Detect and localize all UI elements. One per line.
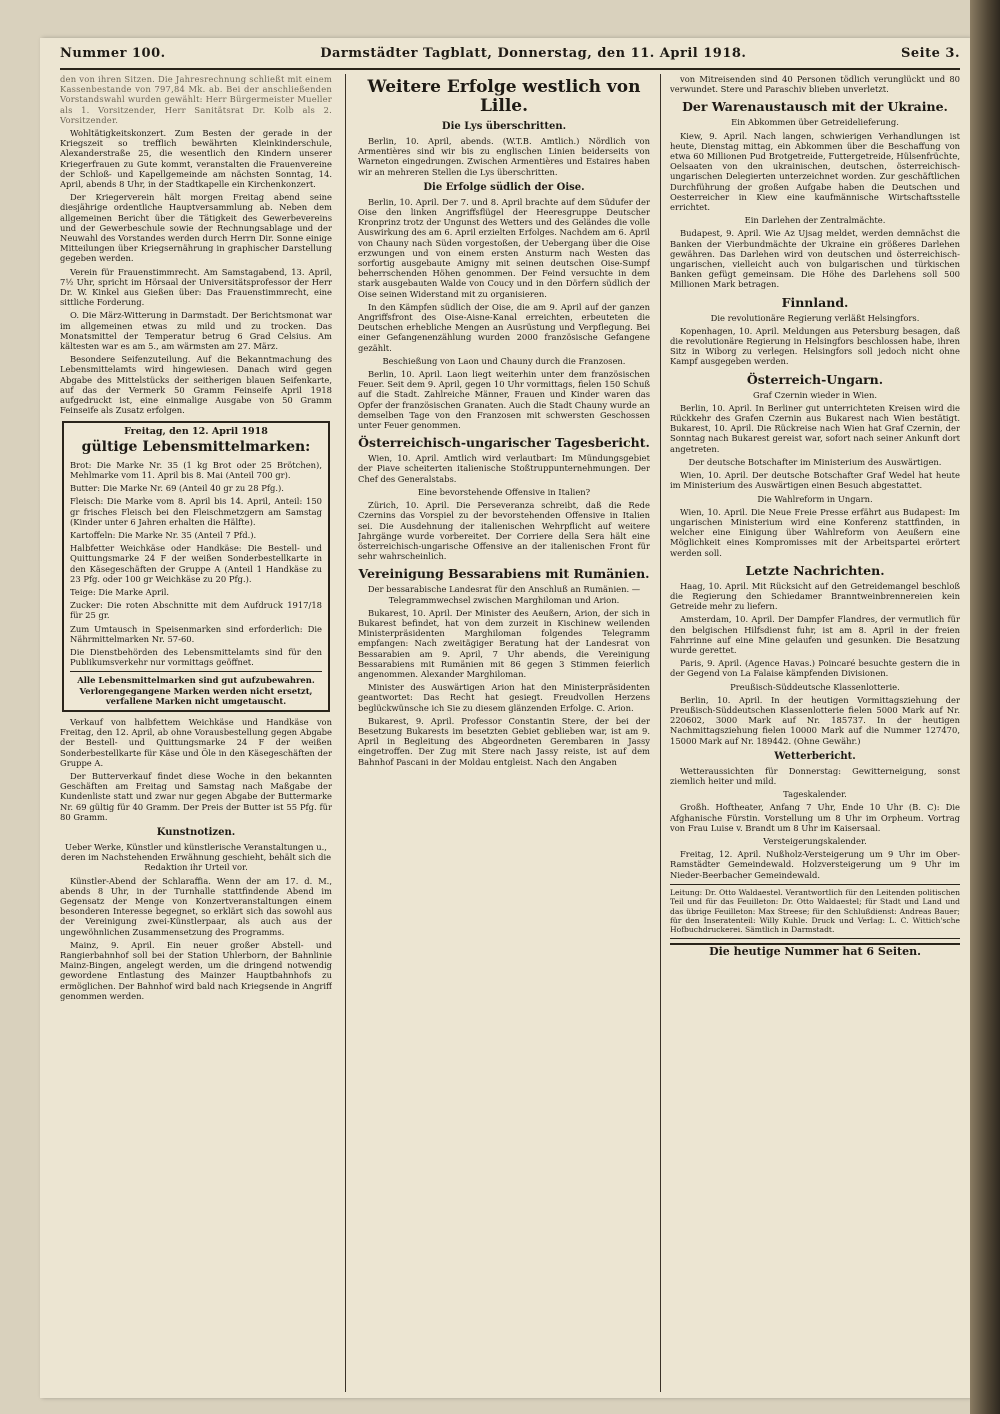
headline: Der Warenaustausch mit der Ukraine. (682, 99, 948, 115)
headline: Österreich-Ungarn. (746, 371, 884, 387)
article-text: Wien, 10. April. Die Neue Freie Presse erfährt aus Budapest: Im ungarischen Ministerium wird eine Konferenz stattfinden, in welcher eine Einigung über Wahlreform von Aeußern eine Möglichkeit eines Kompromisses mit der Arbeitspartei erörtert werden soll. (670, 506, 960, 558)
imprint: Leitung: Dr. Otto Waldaestel. Verantwortlich für den Leitenden politischen Teil und für das Feuilleton: Dr. Otto Waldaestel; für Stadt und Land und das übrige Feuilleton: Max Streese; für den Schlußdienst: Andreas Bauer; für den Inseratenteil: Willy Kuhle. Druck und Verlag: L. C. Wittich'sche Hofbuchdruckerei. Sämtlich in Darmstadt. (670, 884, 960, 939)
article-text: Budapest, 9. April. Wie Az Ujsag meldet, werden demnächst die Banken der Vierbundmächte der Ukraine ein größeres Darlehen gewähren. Das Darlehen wird von deutschen und österreichisch-ungarischen, vielleicht auch von bulgarischen und türkischen Banken gefügt gemeinsam. Die Höhe des Darlehens soll 500 Millionen Mark betragen. (670, 228, 960, 290)
article-text: Besondere Seifenzuteilung. Auf die Bekanntmachung des Lebensmittelamts wird hingewiesen. Danach wird gegen Abgabe des Mittelstücks der seitherigen blauen Seifenkarte, auf das der Vermerk 50 Gramm Feinseife April 1918 aufgedruckt ist, eine einmalige Ausgabe von 50 Gramm Feinseife als Zusatz erfolgen. (60, 354, 332, 416)
headline: Österreichisch-ungarischer Tagesbericht. (358, 435, 650, 451)
ration-item: Teige: Die Marke April. (70, 586, 170, 597)
box-note: Die Dienstbehörden des Lebensmittelamts sind für den Publikumsverkehr nur vormittags geöffnet. (70, 646, 322, 668)
article-text: Berlin, 10. April. In der heutigen Vormittagsziehung der Preußisch-Süddeutschen Klassenlotterie fielen 5000 Mark auf Nr. 220602, 3000 Mark auf Nr. 185737. In der heutigen Nachmittagsziehung fielen 10000 Mark auf die Nummer 127470, 15000 Mark auf Nr. 189442. (Ohne Gewähr.) (670, 694, 960, 746)
ration-item: Kartoffeln: Die Marke Nr. 35 (Anteil 7 Pfd.). (70, 529, 257, 540)
box-notice: Alle Lebensmittelmarken sind gut aufzubewahren. Verlorengegangene Marken werden nicht ersetzt, verfallene Marken nicht umgetauscht. (70, 671, 322, 706)
subheadline: Die revolutionäre Regierung verläßt Helsingfors. (710, 312, 920, 323)
article-text: Wien, 10. April. Der deutsche Botschafter Graf Wedel hat heute im Ministerium des Auswärtigen einen Besuch abgestattet. (670, 470, 960, 491)
column-2 (358, 74, 650, 1392)
article-text: Der Butterverkauf findet diese Woche in den bekannten Geschäften am Freitag und Samstag nach Maßgabe der Kundenliste statt und zwar nur gegen Abgabe der Buttermarke Nr. 69 gültig für 40 Gramm. Der Preis der Butter ist 55 Pfg. für 80 Gramm. (60, 770, 332, 822)
box-title: gültige Lebensmittelmarken: (81, 438, 311, 455)
article-text: Mainz, 9. April. Ein neuer großer Abstell- und Rangierbahnhof soll bei der Station Uhlerborn, der Bahnlinie Mainz-Bingen, angelegt werden, um die dringend notwendig gewordene Entlastung des Mainzer Hauptbahnhofs zu ermöglichen. Der Bahnhof wird bald nach Kriegsende in Angriff genommen werden. (60, 939, 332, 1001)
box-date: Freitag, den 12. April 1918 (124, 425, 268, 437)
article-text: Bukarest, 9. April. Professor Constantin Stere, der bei der Besetzung Bukarests im besetzten Gebiet geblieben war, ist am 9. April in Begleitung des Abgeordneten Gerembaren in Jassy eingetroffen. Der Zug mit Stere nach Jassy reiste, ist auf dem Bahnhof Pascani in der Moldau entgleist. Nach den Angaben (358, 715, 650, 767)
headline: Finnland. (781, 294, 849, 310)
subheadline: Ein Darlehen der Zentralmächte. (744, 215, 886, 226)
subheadline: Graf Czernin wieder in Wien. (752, 389, 878, 400)
section-intro: Ueber Werke, Künstler und künstlerische Veranstaltungen u., deren im Nachstehenden Erwähnung geschieht, behält sich die Redaktion ihr Urteil vor. (60, 842, 332, 873)
article-text: Berlin, 10. April. Der 7. und 8. April brachte auf dem Südufer der Oise den linken Angriffsflügel der Heeresgruppe Deutscher Kronprinz trotz der Ungunst des Wetters und des Geländes die volle Auswirkung des am 6. April erzielten Erfolges. Nachdem am 6. April von Chauny nach Süden vorgestoßen, der Uebergang über die Oise erzwungen und von einem ersten Ansturm nach Westen das sorfortig ausgebaute Amigny mit seinen deutschen Oise-Sumpf beherrschenden Höhen genommen. Der Feind versuchte in dem stark ausgebauten Walde von Coucy und in den Dörfern südlich der Oise seinen Widerstand mit zu organisieren. (358, 196, 650, 299)
article-text: Großh. Hoftheater, Anfang 7 Uhr, Ende 10 Uhr (B. C): Die Afghanische Fürstin. Vorstellung um 8 Uhr im Orpheum. Vortrag von Frau Luise v. Brandt um 8 Uhr im Kaisersaal. (670, 802, 960, 833)
ration-item: Brot: Die Marke Nr. 35 (1 kg Brot oder 25 Brötchen), Mehlmarke vom 11. April bis 8. Mai (Anteil 700 gr). (70, 459, 322, 480)
subheadline: Beschießung von Laon und Chauny durch die Franzosen. (382, 355, 626, 366)
article-text: Paris, 9. April. (Agence Havas.) Poincaré besuchte gestern die in der Gegend von La Falaise kämpfenden Divisionen. (670, 658, 960, 679)
article-text: Kiew, 9. April. Nach langen, schwierigen Verhandlungen ist heute, Dienstag mittag, ein Abkommen über die Beschaffung von etwa 60 Millionen Pud Brotgetreide, Futtergetreide, Hülsenfrüchte, Oelsaaten von den ukrainischen, deutschen, österreichisch-ungarischen Delegierten unterzeichnet worden. Zur geschäftlichen Durchführung der großen Aufgabe haben die Deutschen und Oesterreicher in Kiew eine kaufmännische Wirtschaftsstelle errichtet. (670, 130, 960, 213)
headline: Vereinigung Bessarabiens mit Rumänien. (358, 566, 650, 582)
subheadline: Der bessarabische Landesrat für den Anschluß an Rumänien. — Telegrammwechsel zwischen Marghiloman und Arion. (367, 584, 641, 605)
headline: Weitere Erfolge westlich von Lille. (367, 77, 641, 116)
article-text: Wien, 10. April. Amtlich wird verlautbart: Im Mündungsgebiet der Piave scheiterten italienische Stoßtruppunternehmungen. Der Chef des Generalstabs. (358, 453, 650, 484)
column-3 (670, 74, 960, 1392)
article-text: Kopenhagen, 10. April. Meldungen aus Petersburg besagen, daß die revolutionäre Regierung in Helsingfors beschlossen habe, ihren Sitz in Wiborg zu verlegen. Helsingfors soll jedoch nicht ohne Kampf ausgegeben werden. (670, 325, 960, 367)
article-text: Verkauf von halbfettem Weichkäse und Handkäse von Freitag, den 12. April, ab ohne Vorausbestellung gegen Abgabe der Bestell- und Quittungsmarke 24 F der weißen Sonderbestellkarte für Käse und Öle in den Käsegeschäften der Gruppe A. (60, 716, 332, 768)
article-text: Minister des Auswärtigen Arion hat den Ministerpräsidenten geantwortet: Das Recht hat gesiegt. Freudvollen Herzens beglückwünsche ich Sie zu diesem glänzenden Erfolge. C. Arion. (358, 682, 650, 713)
subheadline: Preußisch-Süddeutsche Klassenlotterie. (730, 681, 900, 692)
column-rule (660, 74, 661, 1392)
ration-item: Butter: Die Marke Nr. 69 (Anteil 40 gr zu 28 Pfg.). (70, 483, 284, 494)
article-text: Verein für Frauenstimmrecht. Am Samstagabend, 13. April, 7½ Uhr, spricht im Hörsaal der Universitätsprofessor der Herr Dr. W. Kinkel aus Gießen über: Das Frauenstimmrecht, eine sittliche Forderung. (60, 266, 332, 308)
article-text: Berlin, 10. April, abends. (W.T.B. Amtlich.) Nördlich von Armentières sind wir bis zu englischen Linien beiderseits von Warneton eingedrungen. Zwischen Armentières und Estaires haben wir an mehreren Stellen die Lys überschritten. (358, 136, 650, 177)
column-1 (60, 74, 332, 1392)
subheadline: Die Wahlreform in Ungarn. (757, 493, 873, 504)
article-text: Wohltätigkeitskonzert. Zum Besten der gerade in der Kriegszeit so trefflich bewährten Kleinkinderschule, Alexanderstraße 25, die wesentlich den Kindern unserer Kriegerfrauen zu Gute kommt, veranstalten die Frauenvereine der Schloß- und Kapellgemeinde am nächsten Sonntag, 14. April, abends 8 Uhr, in der Stadtkapelle ein Kirchenkonzert. (60, 128, 332, 190)
newspaper-page (40, 38, 970, 1398)
page-number: Seite 3. (901, 46, 960, 61)
article-text: O. Die März-Witterung in Darmstadt. Der Berichtsmonat war im allgemeinen etwas zu mild und zu trocken. Das Monatsmittel der Temperatur betrug 6 Grad Celsius. Am kältesten war es am 5., am wärmsten am 27. März. (60, 310, 332, 352)
article-text: In den Kämpfen südlich der Oise, die am 9. April auf der ganzen Angriffsfront des Oise-Aisne-Kanal erreichten, erbeuteten die Deutschen erhebliche Mengen an Ausrüstung und Verpflegung. Bei einer Gefangenenzählung wurden 2000 französische Gefangene gezählt. (358, 301, 650, 353)
section-heading: Kunstnotizen. (156, 827, 236, 838)
article-text: von Mitreisenden sind 40 Personen tödlich verunglückt und 80 verwundet. Stere und Paraschiv blieben unverletzt. (670, 74, 960, 95)
masthead (60, 46, 960, 70)
ration-item: Fleisch: Die Marke vom 8. April bis 14. April, Anteil: 150 gr frisches Fleisch bei den Fleischmetzgern am Samstag (Kinder unter 6 Jahren erhalten die Hälfte). (70, 496, 322, 527)
page-count-notice: Die heutige Nummer hat 6 Seiten. (670, 943, 960, 957)
ration-item: Zucker: Die roten Abschnitte mit dem Aufdruck 1917/18 für 25 gr. (70, 600, 322, 621)
subheadline: Die Lys überschritten. (441, 121, 567, 132)
box-note: Zum Umtausch in Speisenmarken sind erforderlich: Die Nährmittelmarken Nr. 57-60. (70, 623, 322, 644)
article-text: Zürich, 10. April. Die Perseveranza schreibt, daß die Rede Czernins das Vorspiel zu der bevorstehenden Offensive in Italien sei. Die Ausdehnung der italienischen Wehrpflicht auf weitere Jahrgänge wurde vorbereitet. Der Corriere della Sera hält eine österreichisch-ungarische Offensive an der italienischen Front für sehr wahrscheinlich. (358, 500, 650, 562)
ration-item: Halbfetter Weichkäse oder Handkäse: Die Bestell- und Quittungsmarke 24 F der weißen Sonderbestellkarte in den Käsegeschäften der Gruppe A (Anteil 1 Handkäse zu 23 Pfg. oder 100 gr Weichkäse zu 20 Pfg.). (70, 543, 322, 584)
subheadline: Tageskalender. (783, 789, 847, 800)
article-text: Wetteraussichten für Donnerstag: Gewitterneigung, sonst ziemlich heiter und mild. (670, 765, 960, 786)
subheadline: Die Erfolge südlich der Oise. (423, 181, 585, 193)
subheadline: Der deutsche Botschafter im Ministerium des Auswärtigen. (688, 456, 942, 467)
subheadline: Eine bevorstehende Offensive in Italien? (417, 486, 591, 497)
article-text: Bukarest, 10. April. Der Minister des Aeußern, Arion, der sich in Bukarest befindet, hat von dem zurzeit in Kischinew weilenden Ministerpräsidenten Marghiloman folgendes Telegramm empfangen: Nach zweitägiger Beratung hat der Landesrat von Bessarabien am 9. April, 7 Uhr abends, die Vereinigung Bessarabiens mit Rumänien mit 86 gegen 3 Stimmen feierlich angenommen. Alexander Marghiloman. (358, 607, 650, 679)
article-text: Berlin, 10. April. In Berliner gut unterrichteten Kreisen wird die Rückkehr des Grafen Czernin aus Bukarest nach Wien bestätigt. Bukarest, 10. April. Die Rückreise nach Wien hat Graf Czernin, der Sonntag nach Bukarest gereist war, sofort nach seiner Ankunft dort angetreten. (670, 402, 960, 454)
article-text: Haag, 10. April. Mit Rücksicht auf den Getreidemangel beschloß die Regierung den Schiedamer Branntweinbrennereien kein Getreide mehr zu liefern. (670, 580, 960, 612)
ration-cards-box (62, 421, 330, 712)
subheadline: Ein Abkommen über Getreidelieferung. (731, 117, 899, 128)
column-rule (345, 74, 346, 1392)
book-binding-edge (970, 0, 1000, 1414)
article-text: Amsterdam, 10. April. Der Dampfer Flandres, der vermutlich für den belgischen Hilfsdienst fuhr, ist am 8. April in der freien Fahrrinne auf eine Mine gelaufen und gesunken. Die Besatzung wurde gerettet. (670, 614, 960, 655)
article-text: Der Kriegerverein hält morgen Freitag abend seine diesjährige ordentliche Hauptversammlung ab. Neben dem allgemeinen Bericht über die Tätigkeit des Gewerbevereins und der Gewerbeschule sowie der Rechnungsablage und der Neuwahl des Vorstandes werden durch Herrn Dir. Sonne einige Mitteilungen über Kriegsernährung in graphischer Darstellung gegeben werden. (60, 192, 332, 264)
headline: Letzte Nachrichten. (745, 562, 885, 578)
article-text: den von ihren Sitzen. Die Jahresrechnung schließt mit einem Kassenbestande von 797,84 Mk. ab. Bei der anschließenden Vorstandswahl wurden gewählt: Herr Bürgermeister Mueller als 1. Vorsitzender, Herr Sanitätsrat Dr. Kolb als 2. Vorsitzender. (60, 74, 332, 125)
newspaper-title-date: Darmstädter Tagblatt, Donnerstag, den 11. April 1918. (320, 46, 747, 61)
article-text: Freitag, 12. April. Nußholz-Versteigerung um 9 Uhr im Ober-Ramstädter Gemeindewald. Holzversteigerung um 9 Uhr im Nieder-Beerbacher Gemeindewald. (670, 849, 960, 880)
issue-number: Nummer 100. (60, 46, 166, 61)
article-text: Berlin, 10. April. Laon liegt weiterhin unter dem französischen Feuer. Seit dem 9. April, gegen 10 Uhr vormittags, fielen 150 Schuß auf die Stadt. Zahlreiche Männer, Frauen und Kinder waren das Opfer der französischen Granaten. Auch die Stadt Chauny wurde an demselben Tage von den Franzosen mit schwersten Geschossen unter Feuer genommen. (358, 369, 650, 431)
section-heading: Wetterbericht. (774, 750, 856, 762)
subheadline: Versteigerungskalender. (763, 835, 867, 846)
article-text: Künstler-Abend der Schlaraffia. Wenn der am 17. d. M., abends 8 Uhr, in der Turnhalle stattfindende Abend im Gegensatz der Menge von Konzertveranstaltungen einem besonderen Interesse begegnet, so erklärt sich das sowohl aus der Vereinigung zwei-Künstlerpaar, als auch aus der ungewöhnlichen Zusammensetzung des Programms. (60, 875, 332, 937)
